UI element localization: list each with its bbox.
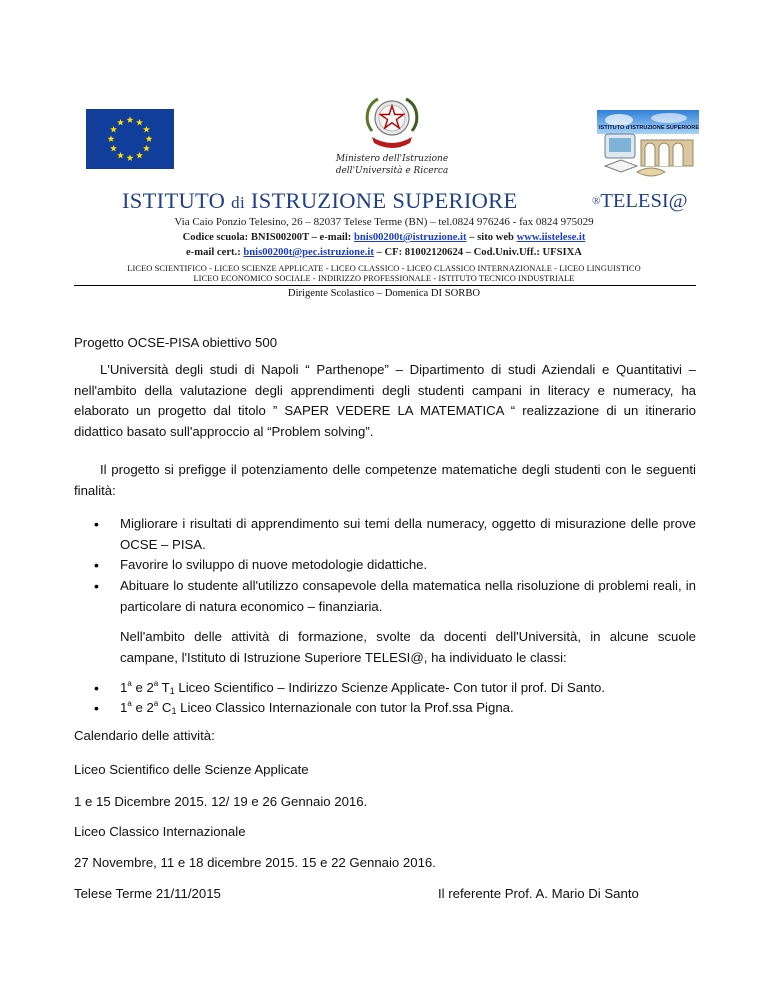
school-programs-line1: LICEO SCIENTIFICO - LICEO SCIENZE APPLICATE - LICEO CLASSICO - LICEO CLASSICO INTERNAZIONALE - LICEO LINGUISTICO <box>127 264 641 273</box>
eu-stars-icon <box>86 109 174 169</box>
fiscal-code-text: – CF: 81002120624 – Cod.Univ.Uff.: UFSIXA <box>373 247 582 258</box>
ministry-line2: dell'Università e Ricerca <box>335 166 449 176</box>
place-date: Telese Terme 21/11/2015 <box>74 886 221 901</box>
ordinal-sup: a <box>153 699 159 708</box>
website-label: – sito web <box>466 232 517 243</box>
goals-paragraph: Il progetto si prefigge il potenziamento delle competenze matematiche degli studenti con le seguenti finalità: <box>74 462 696 498</box>
title-di: di <box>231 193 245 212</box>
classical-title: Liceo Classico Internazionale <box>74 824 246 839</box>
ministry-caption <box>320 153 464 177</box>
goal-item-3: Abituare lo studente all'utilizzo consapevole della matematica nella risoluzione di problemi reali, in particolare di natura economico – finanziaria. <box>120 578 696 614</box>
bullet-icon: • <box>94 700 99 716</box>
class-item-1 <box>120 678 605 699</box>
telesi-logo-caption: ISTITUTO d'ISTRUZIONE SUPERIORE <box>599 125 700 131</box>
calendar-title: Calendario delle attività: <box>74 728 215 743</box>
institute-title <box>122 188 518 214</box>
class-description: Liceo Classico Internazionale con tutor la Prof.ssa Pigna. <box>176 700 514 715</box>
email-link[interactable]: bnis00200t@istruzione.it <box>353 232 467 243</box>
class-year: e 2 <box>131 700 154 715</box>
ordinal-sup: a <box>127 679 132 688</box>
title-part2: ISTRUZIONE SUPERIORE <box>244 188 518 213</box>
school-programs-line2: LICEO ECONOMICO SOCIALE - INDIRIZZO PROFESSIONALE - ISTITUTO TECNICO INDUSTRIALE <box>193 274 575 283</box>
intro-paragraph: L'Università degli studi di Napoli “ Parthenope” – Dipartimento di studi Aziendali e Quantitativi – nell'ambito della valutazione degli apprendimenti degli studenti campani in literacy e numeracy, ha elaborato un progetto dal titolo ” SAPER VEDERE LA MATEMATICA “ realizzazione di un itinerario didattico basato sull'approccio al “Problem solving”. <box>74 362 696 439</box>
class-subscript: 1 <box>171 706 177 716</box>
class-year: 1 <box>120 700 128 715</box>
bullet-icon: • <box>94 516 99 532</box>
contact-line <box>0 232 768 243</box>
class-section: C <box>158 700 172 715</box>
class-year: e 2 <box>131 680 154 695</box>
telesi-school-logo <box>597 110 699 186</box>
pec-line <box>0 247 768 258</box>
telesi-text: TELESI@ <box>600 190 688 212</box>
goal-item-1: Migliorare i risultati di apprendimento sui temi della numeracy, oggetto di misurazione delle prove OCSE – PISA. <box>120 516 696 552</box>
principal-line: Dirigente Scolastico – Domenica DI SORBO <box>287 288 481 299</box>
school-code-text: Codice scuola: BNIS00200T – e-mail: <box>182 232 354 243</box>
scientific-title: Liceo Scientifico delle Scienze Applicate <box>74 762 309 777</box>
classes-paragraph: Nell'ambito delle attività di formazione, svolte da docenti dell'Università, in alcune scuole campane, l'Istituto di Istruzione Superiore TELESI@, ha individuato le classi: <box>120 629 696 665</box>
class-description: Liceo Scientifico – Indirizzo Scienze Applicate- Con tutor il prof. Di Santo. <box>174 680 606 695</box>
classical-dates: 27 Novembre, 11 e 18 dicembre 2015. 15 e 22 Gennaio 2016. <box>74 855 436 870</box>
bullet-icon: • <box>94 578 99 594</box>
italian-republic-emblem <box>358 91 426 153</box>
class-section: T <box>158 680 170 695</box>
pec-label: e-mail cert.: <box>186 247 244 258</box>
pec-email-link[interactable]: bnis00200t@pec.istruzione.it <box>243 247 374 258</box>
ordinal-sup: a <box>153 679 159 688</box>
address-line: Via Caio Ponzio Telesino, 26 – 82037 Telese Terme (BN) – tel.0824 976246 - fax 0824 975029 <box>174 216 594 228</box>
title-part1: ISTITUTO <box>122 188 232 213</box>
goal-item-2: Favorire lo sviluppo di nuove metodologie didattiche. <box>120 557 428 572</box>
scientific-dates: 1 e 15 Dicembre 2015. 12/ 19 e 26 Gennaio 2016. <box>74 794 368 809</box>
project-title: Progetto OCSE-PISA obiettivo 500 <box>74 335 278 350</box>
website-link[interactable]: www.iistelese.it <box>516 232 586 243</box>
ordinal-sup: a <box>127 699 132 708</box>
registered-mark: ® <box>592 195 601 207</box>
bullet-icon: • <box>94 680 99 696</box>
class-year: 1 <box>120 680 128 695</box>
ministry-line1: Ministero dell'Istruzione <box>335 154 449 164</box>
header-divider <box>74 285 696 286</box>
eu-flag-logo <box>86 109 174 169</box>
telesi-wordmark <box>592 190 688 213</box>
referente-signature: Il referente Prof. A. Mario Di Santo <box>438 886 639 901</box>
class-subscript: 1 <box>169 686 175 696</box>
bullet-icon: • <box>94 557 99 573</box>
class-item-2 <box>120 698 514 719</box>
